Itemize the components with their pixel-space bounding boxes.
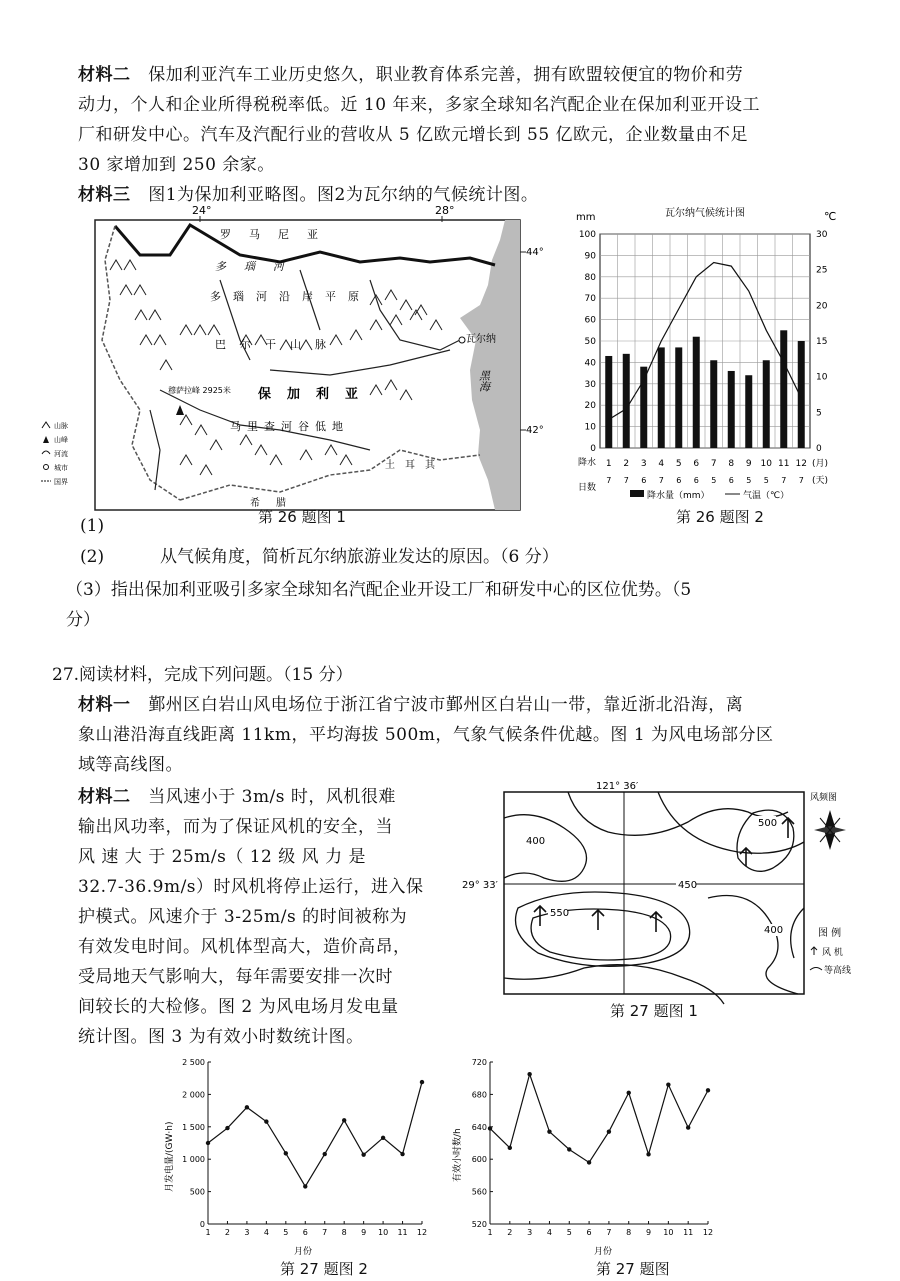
data-point — [342, 1118, 346, 1122]
series-line — [490, 1074, 708, 1162]
x-tick-label: 9 — [361, 1228, 367, 1237]
rain-days-label: 日数 — [578, 483, 597, 493]
q27-material-2-line: 护模式。风速介于 3-25m/s 的时间被称为 — [78, 907, 408, 927]
y-tick-label: 640 — [471, 1122, 487, 1132]
place-label-bulgaria: 保加利亚 — [258, 387, 375, 402]
contour-legend-title: 图 例 — [818, 928, 842, 939]
contour-map-caption: 第 27 题图 1 — [610, 1002, 698, 1020]
q27-material-2-line: 输出风功率，而为了保证风机的安全，当 — [78, 817, 393, 837]
month-tick-label: 8 — [728, 459, 735, 469]
q27-material-1-line: 域等高线图。 — [78, 755, 183, 775]
rain-days-value: 6 — [728, 476, 734, 485]
mountain-legend-icon — [42, 422, 50, 428]
left-tick-label: 80 — [584, 272, 596, 283]
longitude-label: 24° — [192, 204, 212, 217]
right-tick-label: 15 — [816, 337, 828, 347]
rain-days-value: 7 — [658, 476, 664, 485]
left-axis-unit: mm — [576, 212, 596, 223]
gen-y-axis-label: 月发电量/(GW·h) — [165, 1121, 175, 1192]
x-tick-label: 4 — [546, 1228, 553, 1237]
x-tick-label: 4 — [263, 1228, 269, 1237]
y-tick-label: 1 000 — [182, 1155, 205, 1165]
bulgaria-map — [40, 200, 544, 525]
data-point — [567, 1147, 571, 1151]
month-tick-label: 1 — [605, 459, 612, 469]
map-frame — [95, 220, 520, 510]
place-label-danube: 多瑙河 — [215, 260, 302, 273]
x-tick-label: 5 — [566, 1228, 572, 1237]
precip-bar — [693, 337, 700, 448]
x-tick-label: 1 — [205, 1228, 211, 1237]
x-tick-label: 12 — [416, 1228, 428, 1237]
river-legend-icon — [42, 451, 50, 454]
q26-3-line: 分） — [66, 610, 100, 630]
right-tick-label: 20 — [816, 301, 828, 312]
legend-mountain: 山脉 — [54, 422, 68, 430]
hrs-x-axis-label: 月份 — [594, 1247, 613, 1257]
x-tick-label: 6 — [302, 1228, 308, 1237]
left-tick-label: 0 — [590, 444, 596, 454]
climate-chart-caption: 第 26 题图 2 — [676, 508, 764, 526]
q27-material-2 — [78, 782, 458, 1052]
left-tick-label: 60 — [584, 315, 596, 326]
month-tick-label: 11 — [778, 459, 790, 469]
generation-chart-caption: 第 27 题图 2 — [280, 1260, 368, 1278]
rain-days-label: 降水 — [578, 458, 597, 468]
y-tick-label: 600 — [471, 1155, 487, 1165]
x-tick-label: 9 — [645, 1228, 652, 1237]
rain-days-value: 5 — [711, 476, 717, 485]
gen-x-axis-label: 月份 — [294, 1247, 313, 1257]
contour-label: 450 — [678, 880, 698, 891]
material-3-label: 材料三 — [78, 185, 131, 205]
monthly-generation-chart — [160, 1052, 440, 1257]
rain-days-value: 6 — [676, 476, 682, 485]
data-point — [400, 1152, 404, 1156]
legend-peak: 山峰 — [54, 436, 68, 444]
precip-bar — [728, 371, 735, 448]
q26-1-number: (1) — [80, 516, 105, 536]
x-tick-label: 6 — [586, 1228, 592, 1237]
x-tick-label: 7 — [322, 1228, 328, 1237]
y-tick-label: 2 000 — [182, 1090, 205, 1100]
map-legend — [41, 421, 68, 486]
legend-river: 河流 — [54, 450, 68, 458]
q27-material-1-label: 材料一 — [78, 695, 131, 715]
left-tick-label: 40 — [584, 358, 596, 369]
series-line — [208, 1082, 422, 1186]
place-label-maritsa-lowland: 马里查河谷低地 — [230, 420, 349, 433]
varna-city-dot — [459, 337, 465, 343]
y-tick-label: 720 — [471, 1058, 487, 1067]
longitude-label: 28° — [435, 204, 455, 217]
left-tick-label: 30 — [584, 379, 596, 390]
x-tick-label: 5 — [283, 1228, 289, 1237]
month-tick-label: 5 — [675, 459, 682, 469]
month-tick-label: 9 — [745, 459, 752, 469]
place-label-varna: 瓦尔纳 — [466, 334, 496, 345]
precip-legend-swatch — [630, 490, 644, 497]
contour-label: 550 — [550, 908, 570, 919]
precip-legend-label: 降水量（mm） — [647, 491, 710, 501]
x-tick-label: 8 — [341, 1228, 347, 1237]
q27-material-2-line: 间较长的大检修。图 2 为风电场月发电量 — [78, 997, 399, 1017]
month-tick-label: 3 — [640, 459, 647, 469]
place-label-greece: 希腊 — [250, 498, 302, 509]
temp-legend-label: 气温（℃） — [743, 491, 790, 501]
x-tick-label: 10 — [663, 1228, 674, 1237]
material-2-line: 动力，个人和企业所得税税率低。近 10 年来，多家全球知名汽配企业在保加利亚开设工 — [78, 95, 760, 115]
wind-rose-label: 风频图 — [810, 793, 838, 803]
material-2-line: 厂和研发中心。汽车及汽配行业的营收从 5 亿欧元增长到 55 亿欧元，企业数量由不足 — [78, 125, 749, 145]
data-point — [381, 1136, 385, 1140]
q26-3-line: （3）指出保加利亚吸引多家全球知名汽配企业开设工厂和研发中心的区位优势。（5 — [66, 580, 692, 600]
data-point — [264, 1119, 268, 1123]
data-point — [508, 1146, 512, 1150]
right-tick-label: 0 — [816, 444, 822, 454]
q27-material-2-label: 材料二 — [78, 787, 131, 807]
map26-caption: 第 26 题图 1 — [258, 508, 346, 526]
rain-days-value: 6 — [641, 476, 647, 485]
material-2-label: 材料二 — [78, 65, 131, 85]
right-tick-label: 25 — [816, 265, 828, 276]
q27-material-1-line: 象山港沿海直线距离 11km，平均海拔 500m，气象气候条件优越。图 1 为风电场部分区 — [78, 725, 774, 745]
month-tick-label: 6 — [693, 459, 700, 469]
y-tick-label: 0 — [199, 1220, 205, 1229]
data-point — [225, 1126, 229, 1130]
x-tick-label: 8 — [626, 1228, 632, 1237]
q26-3-text — [66, 575, 866, 635]
y-tick-label: 680 — [471, 1090, 487, 1100]
precip-bar — [763, 360, 770, 448]
rain-days-value: 5 — [763, 476, 769, 485]
data-point — [488, 1126, 492, 1130]
q27-title: 27.阅读材料，完成下列问题。（15 分） — [52, 665, 353, 685]
month-tick-label: 12 — [795, 459, 807, 469]
legend-city: 城市 — [54, 464, 68, 472]
x-tick-label: 11 — [397, 1228, 408, 1237]
data-point — [706, 1088, 710, 1092]
contour-latitude-label: 29° 33′ — [462, 880, 498, 891]
left-tick-label: 20 — [584, 401, 596, 412]
material-2-line: 30 家增加到 250 余家。 — [78, 155, 275, 175]
x-tick-label: 3 — [527, 1228, 533, 1237]
month-tick-label: 4 — [658, 459, 665, 469]
month-tick-label: 2 — [623, 459, 630, 469]
material-2-paragraph — [78, 60, 838, 180]
y-tick-label: 520 — [471, 1220, 487, 1229]
left-tick-label: 50 — [584, 337, 596, 347]
hrs-y-axis-label: 有效小时数/h — [453, 1128, 463, 1182]
q27-material-2-line: 受局地天气影响大，每年需要安排一次时 — [78, 967, 393, 987]
q27-material-2-line: 有效发电时间。风机体型高大，造价高昂， — [78, 937, 411, 957]
data-point — [303, 1184, 307, 1188]
rain-days-value: 7 — [606, 476, 612, 485]
latitude-label: 44° — [526, 247, 544, 258]
place-label-black-sea: 黑海 — [477, 370, 491, 392]
wind-rose-icon — [814, 810, 846, 850]
data-point — [323, 1152, 327, 1156]
latitude-label: 42° — [526, 425, 544, 436]
q27-material-1-line: 鄞州区白岩山风电场位于浙江省宁波市鄞州区白岩山一带，靠近浙北沿海，离 — [148, 695, 744, 715]
x-tick-label: 11 — [683, 1228, 694, 1237]
contour-legend-turbine: 风 机 — [822, 948, 843, 958]
peak-legend-icon — [43, 436, 49, 443]
precip-bar — [745, 375, 752, 448]
x-tick-label: 7 — [606, 1228, 612, 1237]
y-tick-label: 500 — [189, 1187, 205, 1197]
contour-label: 500 — [758, 818, 778, 829]
data-point — [527, 1072, 531, 1076]
left-tick-label: 10 — [584, 422, 596, 433]
y-tick-label: 1 500 — [182, 1122, 205, 1132]
contour-map — [458, 778, 868, 1008]
rain-days-unit: (天) — [812, 476, 829, 486]
precip-bar — [658, 347, 665, 448]
data-point — [206, 1141, 210, 1145]
place-label-romania: 罗马尼亚 — [220, 228, 336, 241]
left-tick-label: 90 — [584, 251, 596, 262]
rain-days-value: 7 — [798, 476, 804, 485]
data-point — [627, 1091, 631, 1095]
x-tick-label: 1 — [487, 1228, 493, 1237]
legend-border: 国界 — [54, 478, 68, 486]
month-tick-label: 10 — [760, 459, 772, 469]
precip-bar — [798, 341, 805, 448]
x-tick-label: 10 — [377, 1228, 389, 1237]
place-label-musala-peak: 穆萨拉峰 2925米 — [168, 386, 231, 395]
x-tick-label: 2 — [224, 1228, 231, 1237]
q27-material-2-line: 统计图。图 3 为有效小时数统计图。 — [78, 1027, 364, 1047]
climate-chart-title: 瓦尔纳气候统计图 — [665, 208, 745, 219]
effective-hours-chart — [450, 1052, 730, 1257]
q26-2-number: (2) — [80, 547, 105, 567]
place-label-turkey: 土耳其 — [385, 460, 445, 471]
place-label-balkan-mountains: 巴尔干山脉 — [215, 338, 340, 351]
month-tick-label: 7 — [710, 459, 717, 469]
data-point — [666, 1082, 670, 1086]
q27-material-2-line: 32.7-36.9m/s）时风机将停止运行，进入保 — [78, 877, 424, 897]
contour-longitude-label: 121° 36′ — [596, 781, 639, 792]
x-tick-label: 2 — [507, 1228, 513, 1237]
contour-label: 400 — [526, 836, 546, 847]
rain-days-value: 7 — [623, 476, 629, 485]
x-tick-label: 3 — [244, 1228, 250, 1237]
data-point — [284, 1151, 288, 1155]
left-tick-label: 100 — [578, 230, 596, 240]
contour-legend-icon — [810, 968, 822, 971]
right-tick-label: 5 — [816, 408, 822, 419]
material-2-line: 保加利亚汽车工业历史悠久，职业教育体系完善，拥有欧盟较便宜的物价和劳 — [148, 65, 744, 85]
rain-days-value: 7 — [781, 476, 787, 485]
material-3-text: 图1为保加利亚略图。图2为瓦尔纳的气候统计图。 — [148, 185, 539, 205]
y-tick-label: 560 — [471, 1187, 487, 1197]
data-point — [361, 1152, 365, 1156]
q27-material-2-line: 风 速 大 于 25m/s（ 12 级 风 力 是 — [78, 847, 366, 867]
precip-bar — [710, 360, 717, 448]
data-point — [547, 1129, 551, 1133]
precip-bar — [780, 330, 787, 448]
data-point — [646, 1152, 650, 1156]
q27-material-2-line: 当风速小于 3m/s 时，风机很难 — [148, 787, 396, 807]
data-point — [420, 1080, 424, 1084]
rain-days-value: 6 — [693, 476, 699, 485]
city-legend-icon — [44, 465, 49, 470]
left-tick-label: 70 — [584, 294, 596, 305]
precip-bar — [605, 356, 612, 448]
data-point — [686, 1125, 690, 1129]
precip-bar — [675, 347, 682, 448]
data-point — [607, 1129, 611, 1133]
varna-climate-chart — [560, 200, 850, 530]
y-tick-label: 2 500 — [182, 1058, 205, 1067]
turbine-legend-icon — [811, 947, 817, 955]
precip-bar — [623, 354, 630, 448]
x-tick-label: 12 — [702, 1228, 714, 1237]
right-axis-unit: ℃ — [824, 210, 837, 223]
q27-material-1 — [78, 690, 838, 780]
contour-legend-line: 等高线 — [824, 966, 852, 976]
right-tick-label: 30 — [816, 230, 828, 240]
right-tick-label: 10 — [816, 372, 828, 383]
place-label-danube-plain: 多瑙河沿岸平原 — [210, 290, 371, 303]
x-axis-unit: (月) — [812, 459, 829, 469]
data-point — [587, 1160, 591, 1164]
rain-days-value: 5 — [746, 476, 752, 485]
data-point — [245, 1105, 249, 1109]
q26-2-text: 从气候角度，简析瓦尔纳旅游业发达的原因。（6 分） — [160, 547, 559, 567]
contour-label: 400 — [764, 925, 784, 936]
hours-chart-caption: 第 27 题图 — [596, 1260, 670, 1278]
